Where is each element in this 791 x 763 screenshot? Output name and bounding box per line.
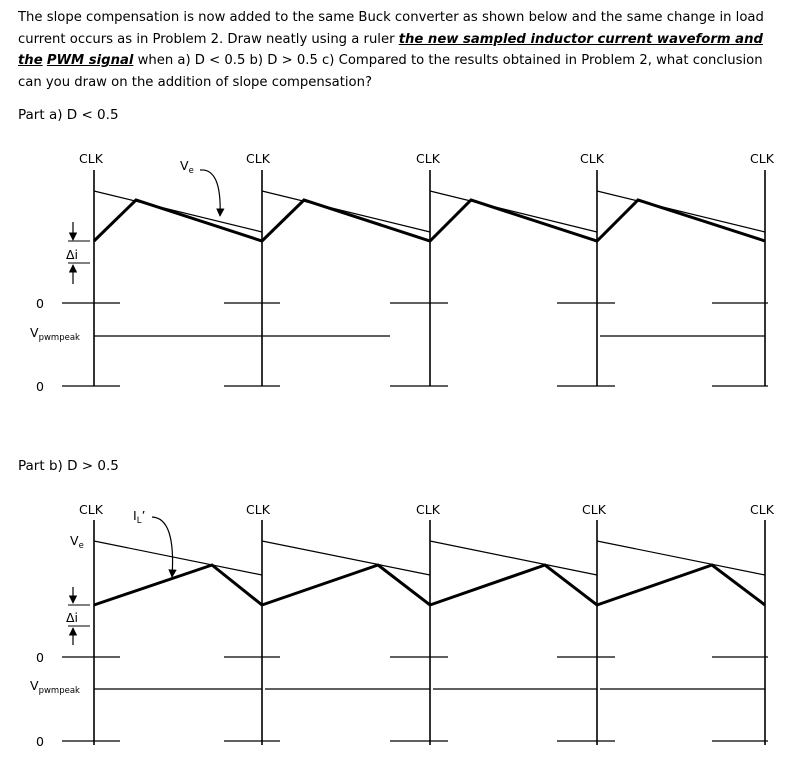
problem-emphasis-pwm: PWM signal xyxy=(46,53,134,68)
part-b-ve-label: $V_e$ xyxy=(70,533,84,551)
part-a-ve-ramp-2 xyxy=(262,191,430,232)
part-b-ve-ramp-4 xyxy=(597,541,765,575)
part-a-clk-label-3: CLK xyxy=(416,151,440,166)
part-a-clk-label-1: CLK xyxy=(79,151,103,166)
part-a-clk-label-4: CLK xyxy=(580,151,604,166)
part-a-delta-label: Δi xyxy=(66,247,79,262)
part-b-il-pointer-arrow xyxy=(152,517,173,577)
part-b-vpwm-label: $V_{pwmpeak}$ xyxy=(30,678,80,696)
part-b-label: Part b) D > 0.5 xyxy=(18,458,119,474)
part-a-clk-label-5: CLK xyxy=(750,151,774,166)
part-b-zero-label-1: 0 xyxy=(36,650,44,665)
part-b-il-label: $I_L$’ xyxy=(133,508,146,526)
part-a-clk-label-2: CLK xyxy=(246,151,270,166)
part-b-ve-ramp-1 xyxy=(94,541,262,575)
part-b-clk-label-2: CLK xyxy=(246,502,270,517)
part-b-clk-label-3: CLK xyxy=(416,502,440,517)
part-a-ve-ramp-4 xyxy=(597,191,765,232)
part-a-zero-label-2: 0 xyxy=(36,379,44,394)
part-b-clk-label-4: CLK xyxy=(582,502,606,517)
part-a-ve-label: $V_e$ xyxy=(180,158,194,176)
part-a-label: Part a) D < 0.5 xyxy=(18,107,119,123)
part-a-ve-ramp-1 xyxy=(94,191,262,232)
part-a-ve-pointer-arrow xyxy=(200,170,220,216)
part-b-clk-label-5: CLK xyxy=(750,502,774,517)
part-b-diagram xyxy=(30,502,775,749)
problem-text-after: when a) D < 0.5 b) D > 0.5 c) Compared to the results obtained in Problem 2, what conclusion can you draw on the addition of slope compensation? xyxy=(18,53,763,90)
part-a-zero-label-1: 0 xyxy=(36,296,44,311)
part-a-ve-ramp-3 xyxy=(430,191,597,232)
part-b-delta-label: Δi xyxy=(66,610,79,625)
part-a-clock-lines xyxy=(94,170,765,386)
problem-text-before: The slope compensation is now added to the same Buck converter as shown below and the same change in load current occurs as in Problem 2. Draw neatly using a ruler xyxy=(18,10,764,47)
part-b-clk-label-1: CLK xyxy=(79,502,103,517)
part-b-ve-ramp-3 xyxy=(430,541,597,575)
part-b-ve-ramp-2 xyxy=(262,541,430,575)
part-b-clock-lines xyxy=(94,520,765,745)
problem-emphasis-waveform: the new sampled inductor current waveform and the xyxy=(18,31,763,68)
part-a-diagram xyxy=(30,151,775,394)
part-a-vpwm-label: $V_{pwmpeak}$ xyxy=(30,325,80,343)
part-b-zero-label-2: 0 xyxy=(36,734,44,749)
